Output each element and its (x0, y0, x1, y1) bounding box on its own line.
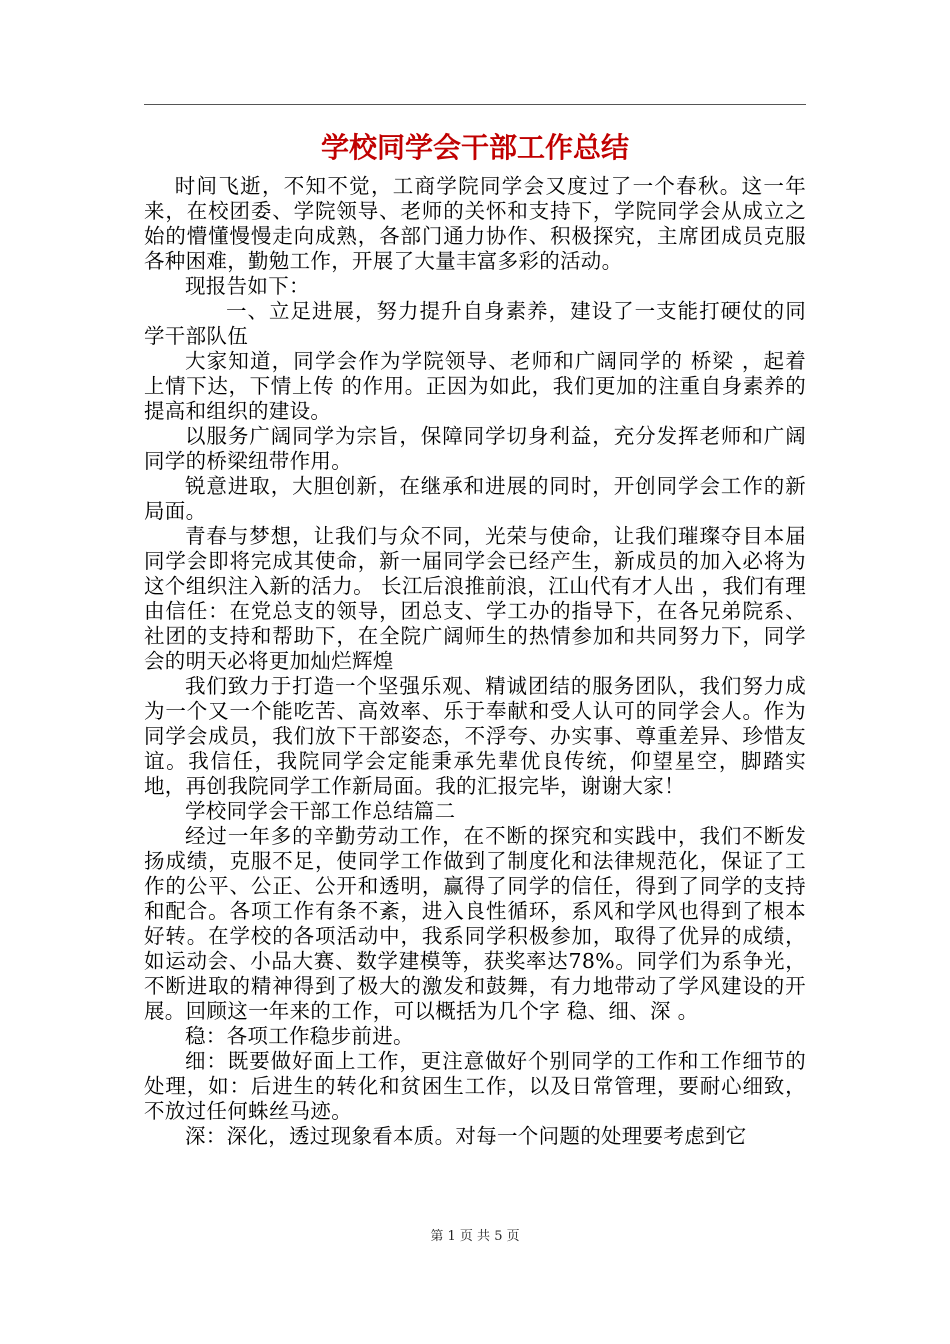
section-heading-1: 一、立足进展，努力提升自身素养，建设了一支能打硬仗的同学干部队伍 (144, 299, 806, 348)
paragraph-deep: 深：深化，透过现象看本质。对每一个问题的处理要考虑到它 (185, 1124, 747, 1148)
document-body (144, 174, 806, 1149)
document-title: 学校同学会干部工作总结 (320, 131, 629, 164)
section-heading-2: 学校同学会干部工作总结篇二 (185, 799, 456, 823)
paragraph-stable: 稳：各项工作稳步前进。 (185, 1024, 414, 1048)
paragraph: 经过一年多的辛勤劳动工作，在不断的探究和实践中，我们不断发扬成绩，克服不足，使同学工作做到了制度化和法律规范化，保证了工作的公平、公正、公开和透明，赢得了同学的信任，得到了同学的支持和配合。各项工作有条不紊，进入良性循环，系风和学风也得到了根本好转。在学校的各项活动中，我系同学积极参加，取得了优异的成绩，如运动会、小品大赛、数学建模等，获奖率达78%。同学们为系争光，不断进取的精神得到了极大的激发和鼓舞，有力地带动了学风建设的开展。回顾这一年来的工作，可以概括为几个字 稳、细、深 。 (144, 824, 806, 1023)
paragraph: 以服务广阔同学为宗旨，保障同学切身利益，充分发挥老师和广阔同学的桥梁纽带作用。 (144, 424, 806, 473)
paragraph: 我们致力于打造一个坚强乐观、精诚团结的服务团队，我们努力成为一个又一个能吃苦、高效率、乐于奉献和受人认可的同学会人。作为同学会成员，我们放下干部姿态，不浮夸、办实事、尊重差异、珍惜友谊。我信任，我院同学会定能秉承先辈优良传统，仰望星空，脚踏实地，再创我院同学工作新局面。我的汇报完毕，谢谢大家！ (144, 674, 806, 798)
paragraph: 锐意进取，大胆创新，在继承和进展的同时，开创同学会工作的新局面。 (144, 474, 806, 523)
page-footer: 第 1 页 共 5 页 (430, 1229, 520, 1244)
paragraph-report: 现报告如下： (185, 274, 310, 298)
paragraph: 大家知道，同学会作为学院领导、老师和广阔同学的 桥梁 ，起着 上情下达，下情上传 的作用。正因为如此，我们更加的注重自身素养的提高和组织的建设。 (144, 349, 806, 423)
paragraph-detail: 细：既要做好面上工作，更注意做好个别同学的工作和工作细节的处理，如：后进生的转化和贫困生工作，以及日常管理，要耐心细致，不放过任何蛛丝马迹。 (144, 1049, 806, 1123)
header-rule (144, 104, 806, 105)
paragraph-intro: 时间飞逝，不知不觉，工商学院同学会又度过了一个春秋。这一年来，在校团委、学院领导、老师的关怀和支持下，学院同学会从成立之始的懵懂慢慢走向成熟，各部门通力协作、积极探究，主席团成员克服各种困难，勤勉工作，开展了大量丰富多彩的活动。 (144, 174, 806, 273)
paragraph: 青春与梦想，让我们与众不同，光荣与使命，让我们璀璨夺目本届同学会即将完成其使命，新一届同学会已经产生，新成员的加入必将为这个组织注入新的活力。 长江后浪推前浪，江山代有才人出 ，我们有理由信任：在党总支的领导，团总支、学工办的指导下，在各兄弟院系、社团的支持和帮助下，在全院广阔师生的热情参加和共同努力下，同学会的明天必将更加灿烂辉煌 (144, 524, 806, 673)
